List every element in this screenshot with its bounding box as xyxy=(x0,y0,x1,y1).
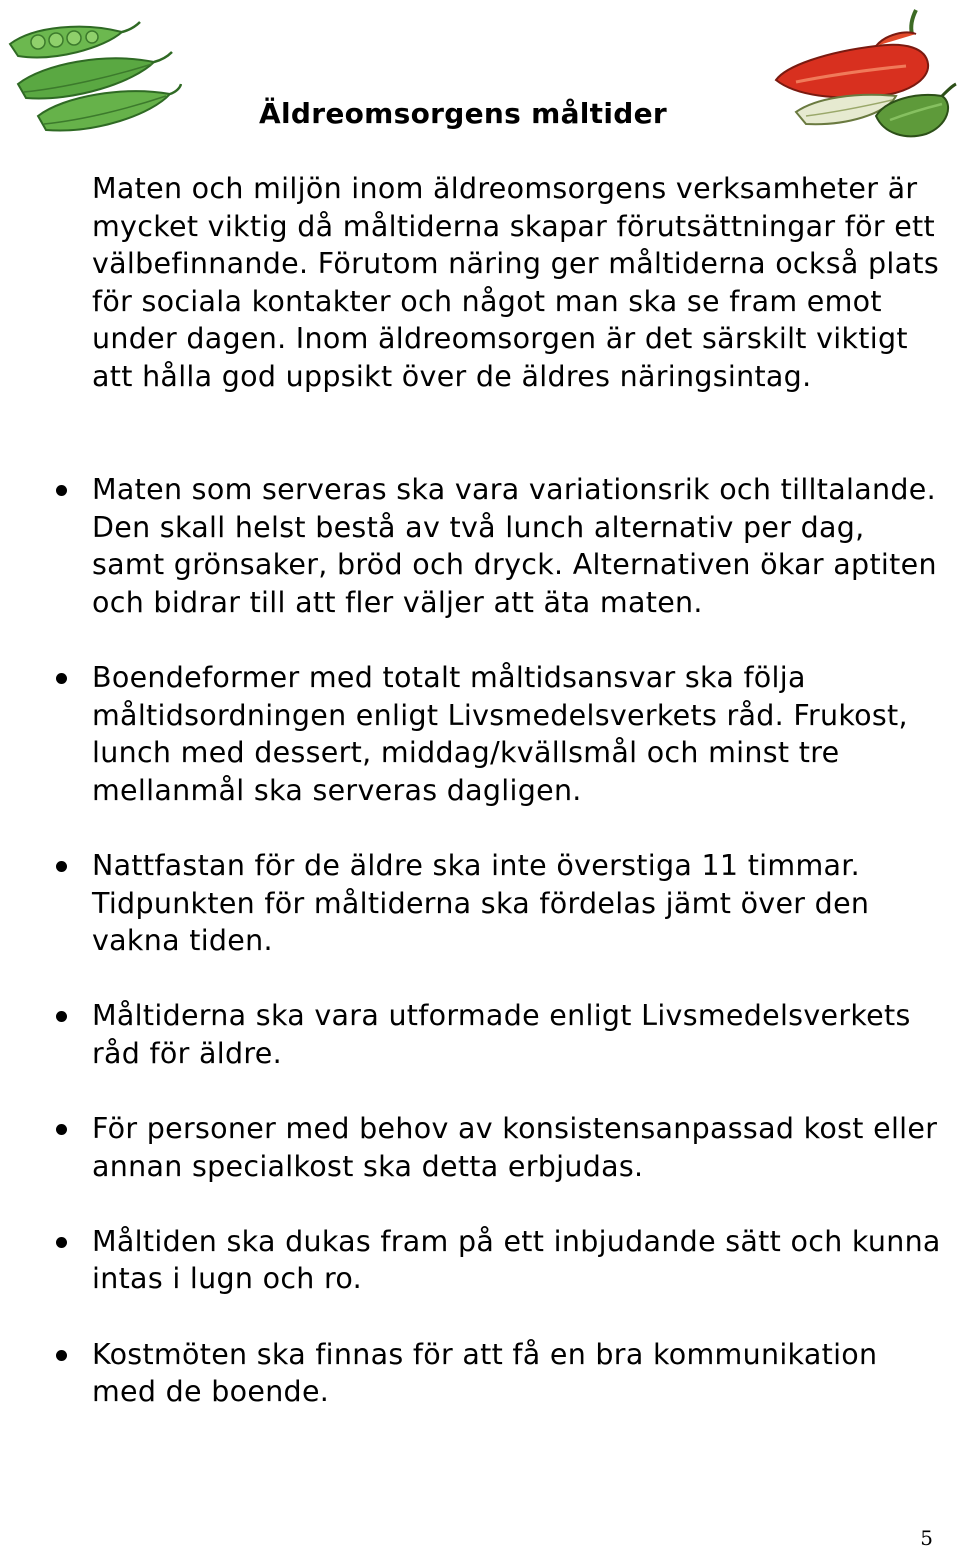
intro-paragraph: Maten och miljön inom äldreomsorgens verksamheter är mycket viktig då måltiderna skapar förutsättningar för ett välbefinnande. Förutom näring ger måltiderna också plats för sociala kontakter och något man ska se fram emot under dagen. Inom äldreomsorgen är det särskilt viktigt att hålla god uppsikt över de äldres näringsintag. xyxy=(92,172,939,393)
bullet-icon xyxy=(56,1011,67,1022)
bullet-icon xyxy=(56,673,67,684)
list-item-text: Maten som serveras ska vara variationsrik och tilltalande. Den skall helst bestå av två lunch alternativ per dag, samt grönsaker, bröd och dryck. Alternativen ökar aptiten och bidrar till att fler väljer att äta maten. xyxy=(92,473,937,619)
peppers-illustration-icon xyxy=(766,4,958,146)
list-item xyxy=(0,1223,960,1298)
page-number: 5 xyxy=(920,1526,933,1550)
list-item-text: Kostmöten ska finnas för att få en bra kommunikation med de boende. xyxy=(92,1337,878,1409)
page-title: Äldreomsorgens måltider xyxy=(259,97,668,130)
list-item xyxy=(0,1110,960,1185)
bullet-icon xyxy=(56,485,67,496)
list-item xyxy=(0,997,960,1072)
bullet-list xyxy=(0,471,960,1448)
list-item-text: För personer med behov av konsistensanpassad kost eller annan specialkost ska detta erbjudas. xyxy=(92,1112,938,1183)
list-item-text: Måltiderna ska vara utformade enligt Livsmedelsverkets råd för äldre. xyxy=(92,999,911,1070)
list-item-text: Måltiden ska dukas fram på ett inbjudande sätt och kunna intas i lugn och ro. xyxy=(92,1224,941,1296)
list-item-text: Boendeformer med totalt måltidsansvar ska följa måltidsordningen enligt Livsmedelsverkets råd. Frukost, lunch med dessert, middag/kvällsmål och minst tre mellanmål ska serveras dagligen. xyxy=(92,660,908,807)
bullet-icon xyxy=(56,1350,67,1361)
list-item-text: Nattfastan för de äldre ska inte överstiga 11 timmar. Tidpunkten för måltiderna ska fördelas jämt över den vakna tiden. xyxy=(92,848,870,958)
bullet-icon xyxy=(56,861,67,872)
pea-pods-illustration-icon xyxy=(4,8,182,140)
list-item xyxy=(0,471,960,621)
bullet-icon xyxy=(56,1124,67,1135)
list-item xyxy=(0,659,960,809)
bullet-icon xyxy=(56,1237,67,1248)
list-item xyxy=(0,1336,960,1411)
list-item xyxy=(0,847,960,960)
